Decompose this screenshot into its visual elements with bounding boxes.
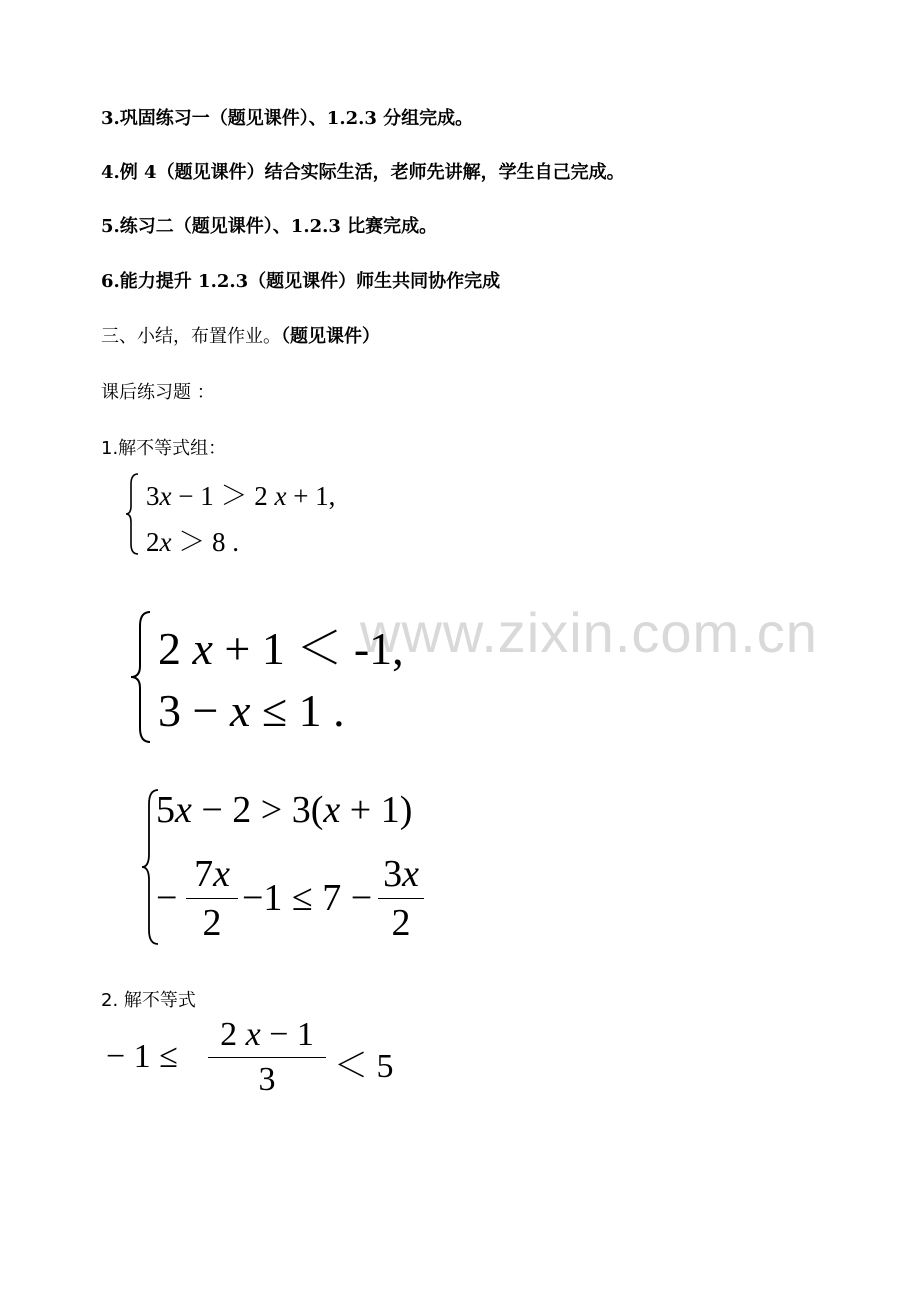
- system-3-middle: −1 ≤ 7 −: [242, 877, 373, 919]
- system-3-minus: −: [156, 877, 178, 919]
- homework-title: 课后练习题 ：: [101, 382, 215, 403]
- fraction-numerator: 7x: [194, 853, 230, 895]
- summary-text: 三、小结，布置作业。: [101, 326, 281, 347]
- step-5-line: 5.练习二（题见课件）、1.2.3 比赛完成。: [101, 216, 438, 237]
- fraction-3x-over-2: [378, 852, 424, 945]
- summary-bold: （题见课件）: [281, 326, 380, 347]
- brace-icon: [128, 610, 152, 744]
- system-1-line-2: 2x ＞ 8 .: [146, 527, 239, 557]
- step-4-line: 4.例 4（题见课件）结合实际生活，老师先讲解，学生自己完成。: [101, 162, 625, 183]
- step-3-line: 3.巩固练习一（题见课件）、1.2.3 分组完成。: [101, 108, 474, 129]
- question-1-label: 1.解不等式组：: [101, 438, 227, 459]
- system-3-line-1: 5x − 2 > 3(x + 1): [156, 789, 413, 831]
- inequality-left: − 1 ≤: [106, 1038, 178, 1075]
- inequality-right: ＜ 5: [334, 1048, 394, 1085]
- fraction-denominator: 2: [202, 902, 222, 944]
- system-2-line-2: 3 − x ≤ 1 .: [158, 685, 345, 736]
- fraction-numerator: 2 x − 1: [220, 1016, 314, 1053]
- fraction-numerator: 3x: [383, 853, 419, 895]
- system-1-line-1: 3x − 1 ＞ 2 x + 1,: [146, 481, 336, 511]
- step-6-line: 6.能力提升 1.2.3（题见课件）师生共同协作完成: [101, 271, 501, 292]
- fraction-denominator: 2: [391, 902, 411, 944]
- fraction-bar: [186, 898, 238, 899]
- system-2-line-1: 2 x + 1 ＜ -1,: [158, 623, 404, 674]
- fraction-bar: [208, 1057, 326, 1058]
- question-2-label: 2. 解不等式: [101, 990, 196, 1011]
- fraction-2x-minus-1-over-3: [208, 1016, 326, 1099]
- brace-icon: [124, 472, 140, 556]
- fraction-denominator: 3: [258, 1061, 276, 1098]
- fraction-7x-over-2: [186, 852, 238, 945]
- fraction-bar: [378, 898, 424, 899]
- watermark: www.zixin.com.cn: [360, 601, 818, 664]
- summary-line: [101, 322, 380, 348]
